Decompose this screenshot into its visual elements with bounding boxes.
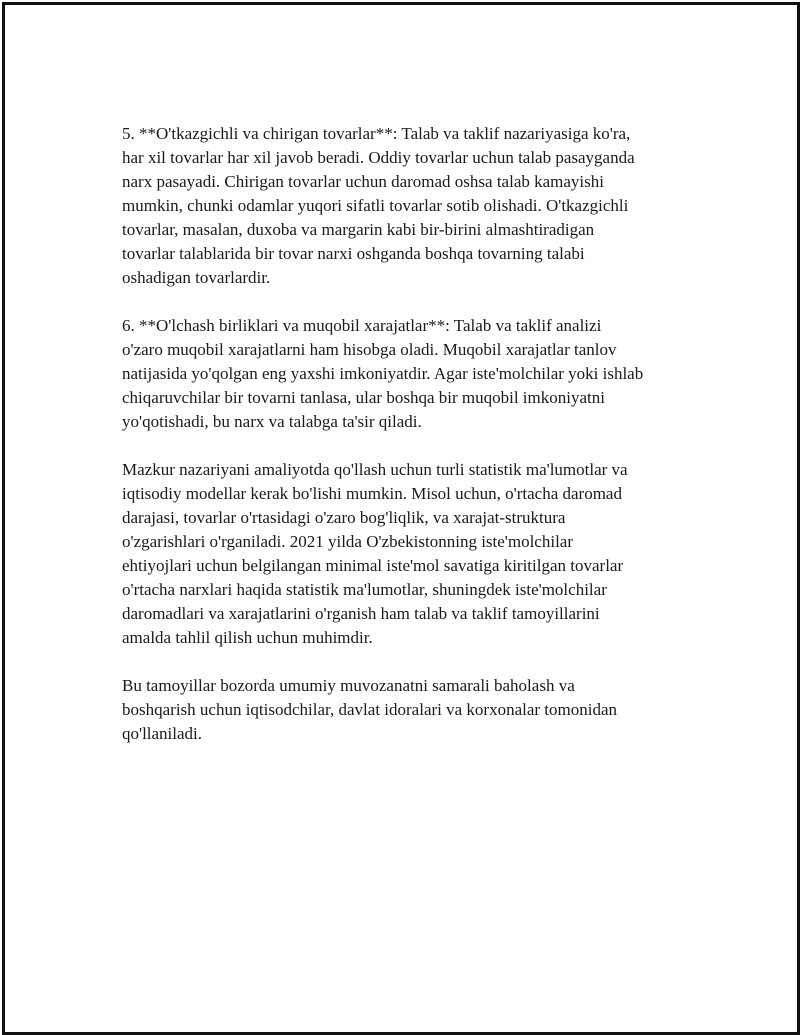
paragraph-conclusion: Bu tamoyillar bozorda umumiy muvozanatni samarali baholash va boshqarish uchun iqtisodchilar, davlat idoralari va korxonalar tomonidan qo'llaniladi. [122, 676, 618, 743]
document-body [122, 122, 688, 770]
paragraph-substitute-and-inferior-goods: 5. **O'tkazgichli va chirigan tovarlar**: Talab va taklif nazariyasiga ko'ra, har xil tovarlar har xil javob beradi. Oddiy tovarlar uchun talab pasayganda narx pasayadi. Chirigan tovarlar uchun daromad oshsa talab kamayishi mumkin, chunki odamlar yuqori sifatli tovarlar sotib olishadi. O'tkazgichli tovarlar, masalan, duxoba va margarin kabi bir-birini almashtiradigan tovarlar talablarida bir tovar narxi oshganda boshqa tovarning talabi oshadigan tovarlardir. [122, 124, 635, 287]
page-frame [2, 2, 800, 1035]
paragraph-opportunity-costs: 6. **O'lchash birliklari va muqobil xarajatlar**: Talab va taklif analizi o'zaro muqobil xarajatlarni ham hisobga oladi. Muqobil xarajatlar tanlov natijasida yo'qolgan eng yaxshi imkoniyatdir. Agar iste'molchilar yoki ishlab chiqaruvchilar bir tovarni tanlasa, ular boshqa bir muqobil imkoniyatni yo'qotishadi, bu narx va talabga ta'sir qiladi. [122, 316, 644, 431]
paragraph-practical-application: Mazkur nazariyani amaliyotda qo'llash uchun turli statistik ma'lumotlar va iqtisodiy modellar kerak bo'lishi mumkin. Misol uchun, o'rtacha daromad darajasi, tovarlar o'rtasidagi o'zaro bog'liqlik, va xarajat-struktura o'zgarishlari o'rganiladi. 2021 yilda O'zbekistonning iste'molchilar ehtiyojlari uchun belgilangan minimal iste'mol savatiga kiritilgan tovarlar o'rtacha narxlari haqida statistik ma'lumotlar, shuningdek iste'molchilar daromadlari va xarajatlarini o'rganish ham talab va taklif tamoyillarini amalda tahlil qilish uchun muhimdir. [122, 460, 628, 647]
